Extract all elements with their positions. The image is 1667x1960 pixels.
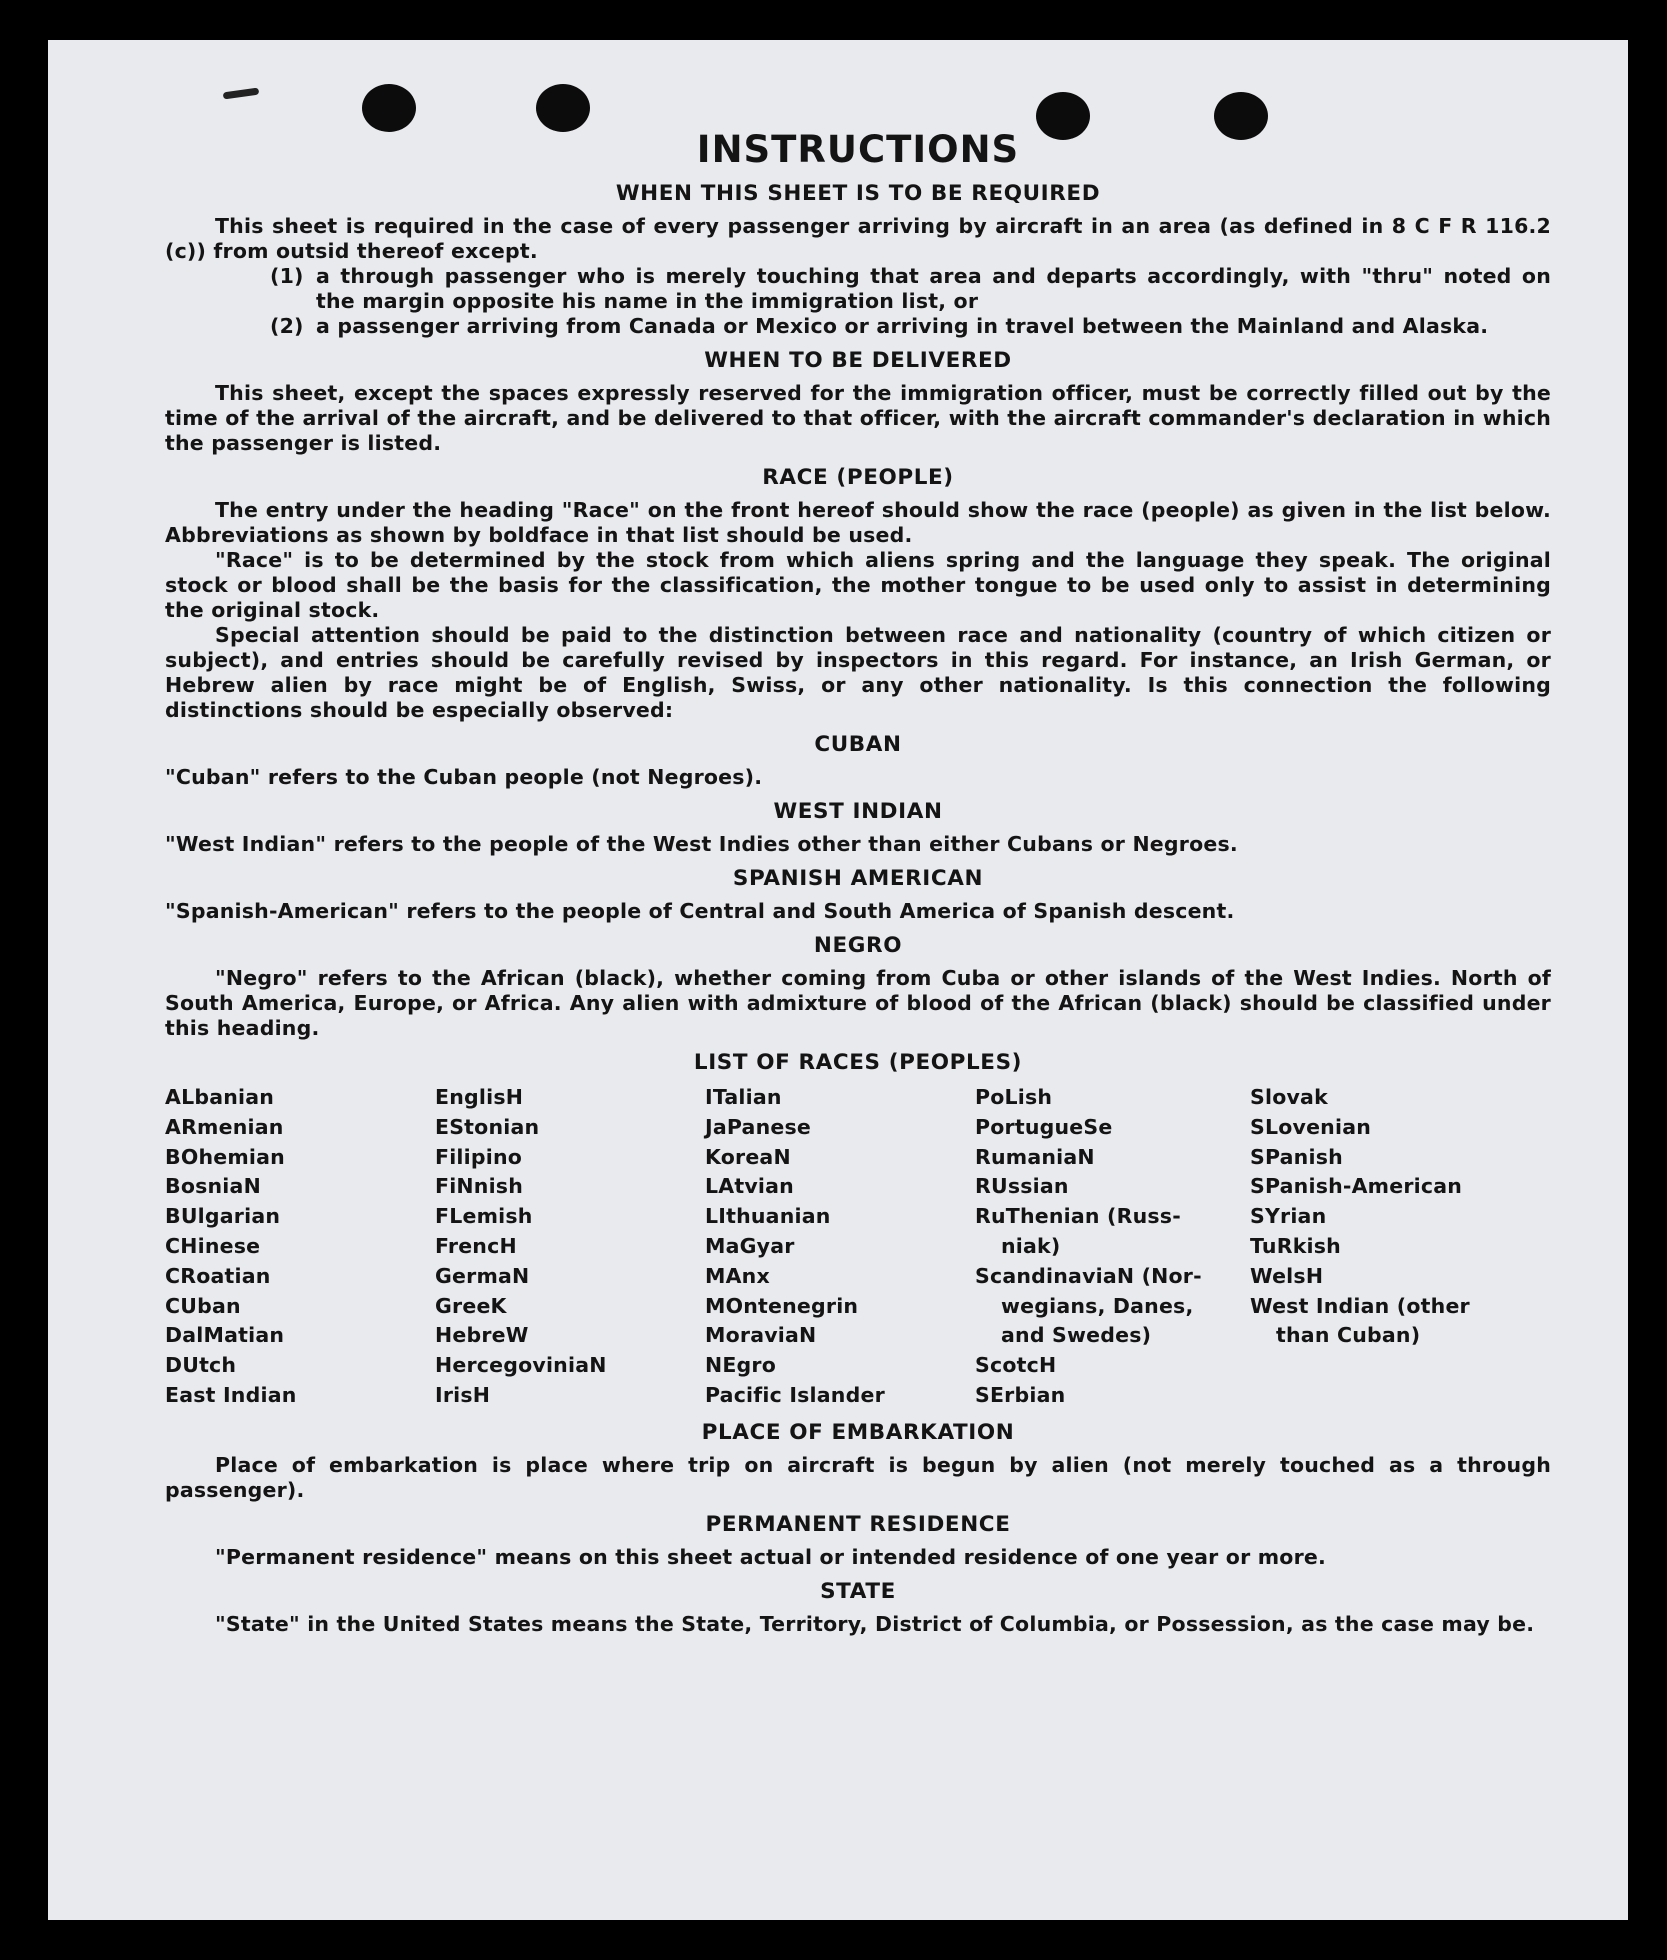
- section-heading: RACE (PEOPLE): [762, 465, 954, 490]
- race-item: Slovak: [1250, 1085, 1328, 1109]
- race-item: PortugueSe: [975, 1114, 1113, 1139]
- race-item: TuRkish: [1250, 1233, 1341, 1258]
- race-item: ScandinaviaN (Nor-: [975, 1263, 1202, 1288]
- race-column: [705, 1083, 975, 1411]
- races-list: [165, 1083, 1551, 1411]
- paragraph: "Race" is to be determined by the stock from which aliens spring and the language they speak. The original stock or blood shall be the basis for the classification, the mother tongue to be used only to assist in determining the original stock.: [165, 548, 1551, 622]
- paragraph: Place of embarkation is place where trip on aircraft is begun by alien (not merely touched as a through passenger).: [165, 1452, 1551, 1502]
- race-item: RUssian: [975, 1174, 1069, 1199]
- race-item: ITalian: [705, 1085, 782, 1109]
- item-text: a passenger arriving from Canada or Mexico or arriving in travel between the Mainland and Alaska.: [316, 314, 1489, 338]
- race-item: wegians, Danes,: [1001, 1293, 1194, 1318]
- section-heading: PLACE OF EMBARKATION: [701, 1419, 1015, 1445]
- race-item: ALbanian: [165, 1085, 275, 1109]
- race-item: RumaniaN: [975, 1144, 1095, 1169]
- ink-mark: [223, 88, 260, 100]
- item-number: (2): [270, 314, 304, 338]
- section-heading: CUBAN: [814, 732, 902, 757]
- race-item: KoreaN: [705, 1144, 791, 1169]
- race-item: ARmenian: [165, 1114, 284, 1139]
- document-sheet: [48, 40, 1628, 1920]
- paragraph: "State" in the United States means the State, Territory, District of Columbia, or Possession, as the case may be.: [215, 1611, 1535, 1636]
- race-item: niak): [1001, 1233, 1061, 1258]
- race-item: SPanish-American: [1250, 1174, 1463, 1199]
- race-column: [1250, 1083, 1551, 1411]
- paragraph: This sheet is required in the case of every passenger arriving by aircraft in an area (as defined in 8 C F R 116.2 (c)) from outsid thereof except.: [165, 214, 1551, 263]
- race-item: SErbian: [975, 1382, 1066, 1407]
- race-item: and Swedes): [1001, 1323, 1152, 1348]
- paragraph: This sheet, except the spaces expressly reserved for the immigration officer, must be correctly filled out by the time of the arrival of the aircraft, and be delivered to that officer, with the aircraft commander's declaration in which the passenger is listed.: [165, 381, 1551, 455]
- race-item: MOntenegrin: [705, 1293, 859, 1318]
- race-item: GermaN: [435, 1263, 530, 1288]
- race-item: Filipino: [435, 1144, 523, 1169]
- paragraph: "West Indian" refers to the people of the West Indies other than either Cubans or Negroes.: [165, 832, 1238, 856]
- race-item: PoLish: [975, 1085, 1053, 1109]
- paragraph: "Permanent residence" means on this sheet actual or intended residence of one year or more.: [215, 1544, 1326, 1569]
- paragraph: "Negro" refers to the African (black), whether coming from Cuba or other islands of the West Indies. North of South America, Europe, or Africa. Any alien with admixture of blood of the African (black) should be classified under this heading.: [165, 966, 1551, 1040]
- paragraph: "Cuban" refers to the Cuban people (not Negroes).: [165, 765, 763, 789]
- race-item: Pacific Islander: [705, 1382, 885, 1407]
- race-item: FiNnish: [435, 1174, 524, 1199]
- race-item: SLovenian: [1250, 1114, 1372, 1139]
- race-item: DUtch: [165, 1353, 237, 1378]
- paragraph: The entry under the heading "Race" on the front hereof should show the race (people) as given in the list below. Abbreviations as shown by boldface in that list should be used.: [165, 498, 1551, 547]
- race-item: CRoatian: [165, 1263, 271, 1288]
- race-item: than Cuban): [1276, 1323, 1421, 1348]
- section-heading: NEGRO: [813, 933, 903, 958]
- item-number: (1): [270, 264, 304, 288]
- paragraph: Special attention should be paid to the distinction between race and nationality (country of which citizen or subject), and entries should be carefully revised by inspectors in this regard. For instance, an Irish German, or Hebrew alien by race might be of English, Swiss, or any other nationality. Is this connection the following distinctions should be especially observed:: [165, 623, 1551, 722]
- race-item: CHinese: [165, 1233, 261, 1258]
- race-item: MaGyar: [705, 1233, 795, 1258]
- race-item: SYrian: [1250, 1204, 1327, 1229]
- race-item: West Indian (other: [1250, 1293, 1470, 1318]
- race-item: BosniaN: [165, 1174, 261, 1199]
- race-item: FLemish: [435, 1204, 533, 1229]
- race-item: ScotcH: [975, 1353, 1057, 1378]
- list-item: [270, 314, 1551, 339]
- section-heading: WHEN THIS SHEET IS TO BE REQUIRED: [615, 181, 1101, 206]
- paragraph: "Spanish-American" refers to the people of Central and South America of Spanish descent.: [165, 899, 1235, 923]
- race-item: GreeK: [435, 1293, 507, 1318]
- list-item: [270, 264, 1551, 314]
- race-column: [435, 1083, 705, 1411]
- document-title: INSTRUCTIONS: [696, 128, 1020, 171]
- race-item: EnglisH: [435, 1085, 524, 1109]
- punch-hole: [536, 84, 590, 132]
- race-item: RuThenian (Russ-: [975, 1204, 1181, 1229]
- race-item: JaPanese: [705, 1114, 811, 1139]
- race-item: East Indian: [165, 1382, 297, 1407]
- race-item: FrencH: [435, 1233, 517, 1258]
- race-item: MoraviaN: [705, 1323, 817, 1348]
- race-item: CUban: [165, 1293, 241, 1318]
- race-item: IrisH: [435, 1382, 491, 1407]
- race-item: WelsH: [1250, 1263, 1324, 1288]
- race-column: [975, 1083, 1250, 1411]
- race-item: BOhemian: [165, 1144, 285, 1169]
- section-heading: PERMANENT RESIDENCE: [705, 1511, 1011, 1537]
- races-heading: LIST OF RACES (PEOPLES): [693, 1050, 1023, 1075]
- race-item: DalMatian: [165, 1323, 285, 1348]
- section-heading: SPANISH AMERICAN: [732, 866, 984, 891]
- race-item: LIthuanian: [705, 1204, 831, 1229]
- item-text: a through passenger who is merely touching that area and departs accordingly, with "thru" noted on the margin opposite his name in the immigration list, or: [316, 264, 1551, 313]
- race-item: MAnx: [705, 1263, 770, 1288]
- instructions-content: [165, 128, 1551, 1637]
- race-item: HercegoviniaN: [435, 1353, 607, 1378]
- race-item: LAtvian: [705, 1174, 794, 1199]
- race-item: BUlgarian: [165, 1204, 281, 1229]
- punch-hole: [362, 84, 416, 132]
- section-heading: STATE: [820, 1578, 896, 1604]
- race-item: SPanish: [1250, 1144, 1343, 1169]
- race-item: HebreW: [435, 1323, 529, 1348]
- race-item: NEgro: [705, 1353, 777, 1378]
- race-column: [165, 1083, 435, 1411]
- race-item: EStonian: [435, 1114, 540, 1139]
- section-heading: WEST INDIAN: [773, 799, 943, 824]
- section-heading: WHEN TO BE DELIVERED: [704, 348, 1012, 373]
